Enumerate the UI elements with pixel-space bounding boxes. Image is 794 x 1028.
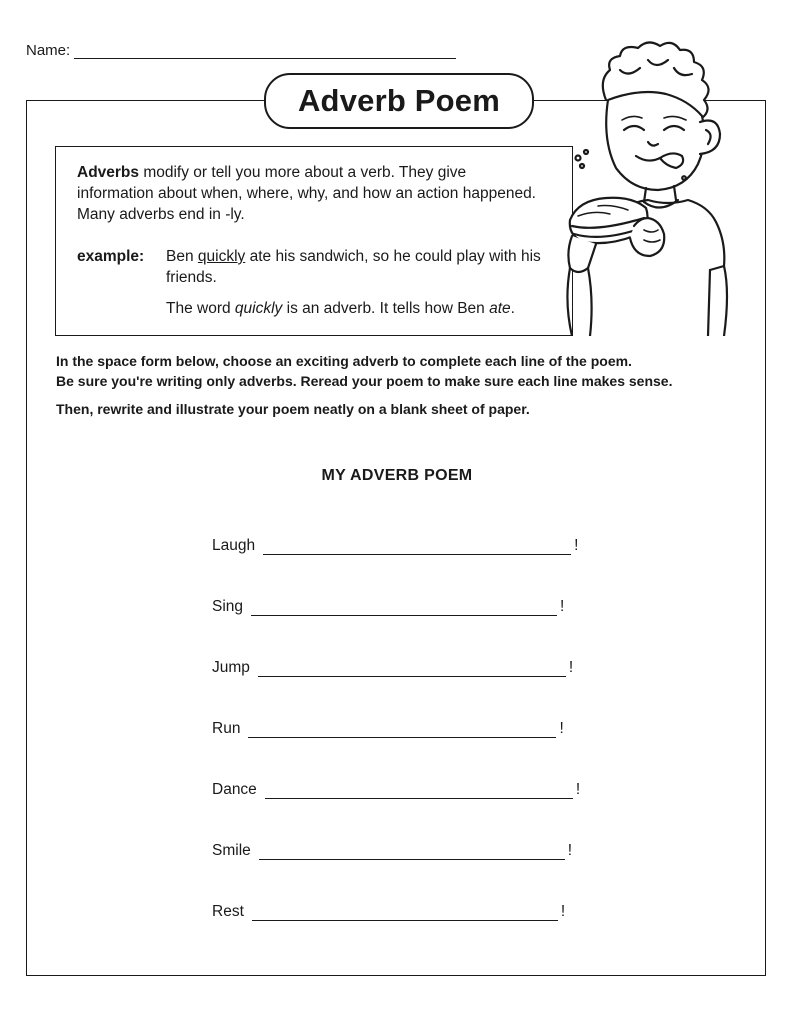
note-text-3: . [510,300,515,317]
note-italic-2: ate [489,300,511,317]
poem-word: Smile [212,842,251,859]
instructions [56,351,756,419]
poem-line-end: ! [567,842,573,859]
poem-word: Sing [212,598,244,615]
example-label: example: [77,248,145,265]
example-note [166,298,566,319]
poem-line-end: ! [559,720,564,737]
poem-line-sing [212,596,564,616]
instruction-line-1: In the space form below, choose an exciting adverb to complete each line of the poem. [56,353,632,369]
poem-line-smile [212,840,572,860]
name-label: Name: [26,42,71,59]
poem-line-end: ! [560,598,565,615]
poem-line-run [212,718,564,738]
definition-text: modify or tell you more about a verb. They give information about when, where, why, and how an action happened. Many adverbs end in -ly. [77,164,536,223]
example-text-end: ate his sandwich, so he could play with his friends. [166,248,541,286]
poem-word: Dance [212,781,257,798]
poem-line-end: ! [575,781,581,798]
example-sentence [166,246,546,288]
definition-term: Adverbs [77,164,140,181]
name-field-row [26,42,456,59]
poem-word: Jump [212,659,250,676]
note-text-1: The word [166,300,235,317]
poem-line-dance [212,779,580,799]
poem-line-end: ! [560,903,566,920]
definition-box [55,146,573,336]
note-italic-1: quickly [234,300,283,317]
poem-blank[interactable] [252,906,558,921]
poem-word: Rest [212,903,244,920]
poem-line-laugh [212,535,578,555]
example-text-start: Ben [166,248,198,265]
instruction-line-2: Be sure you're writing only adverbs. Reread your poem to make sure each line makes sense. [56,373,673,389]
poem-title: MY ADVERB POEM [321,467,473,484]
poem-line-jump [212,657,573,677]
poem-line-end: ! [568,659,574,676]
adverb-definition [77,162,547,225]
poem-blank[interactable] [263,540,571,555]
poem-blank[interactable] [248,723,556,738]
note-text-2: is an adverb. It tells how Ben [282,300,490,317]
poem-blank[interactable] [251,601,557,616]
poem-word: Run [212,720,241,737]
worksheet-title: Adverb Poem [264,73,534,129]
poem-blank[interactable] [258,662,566,677]
boy-eating-sandwich-illustration [548,30,748,336]
poem-line-end: ! [574,537,579,554]
instruction-line-3: Then, rewrite and illustrate your poem neatly on a blank sheet of paper. [56,401,530,417]
name-blank-line[interactable] [74,44,456,59]
poem-word: Laugh [212,537,256,554]
poem-blank[interactable] [265,784,573,799]
example-adverb: quickly [197,248,246,265]
poem-blank[interactable] [259,845,565,860]
poem-line-rest [212,901,565,921]
